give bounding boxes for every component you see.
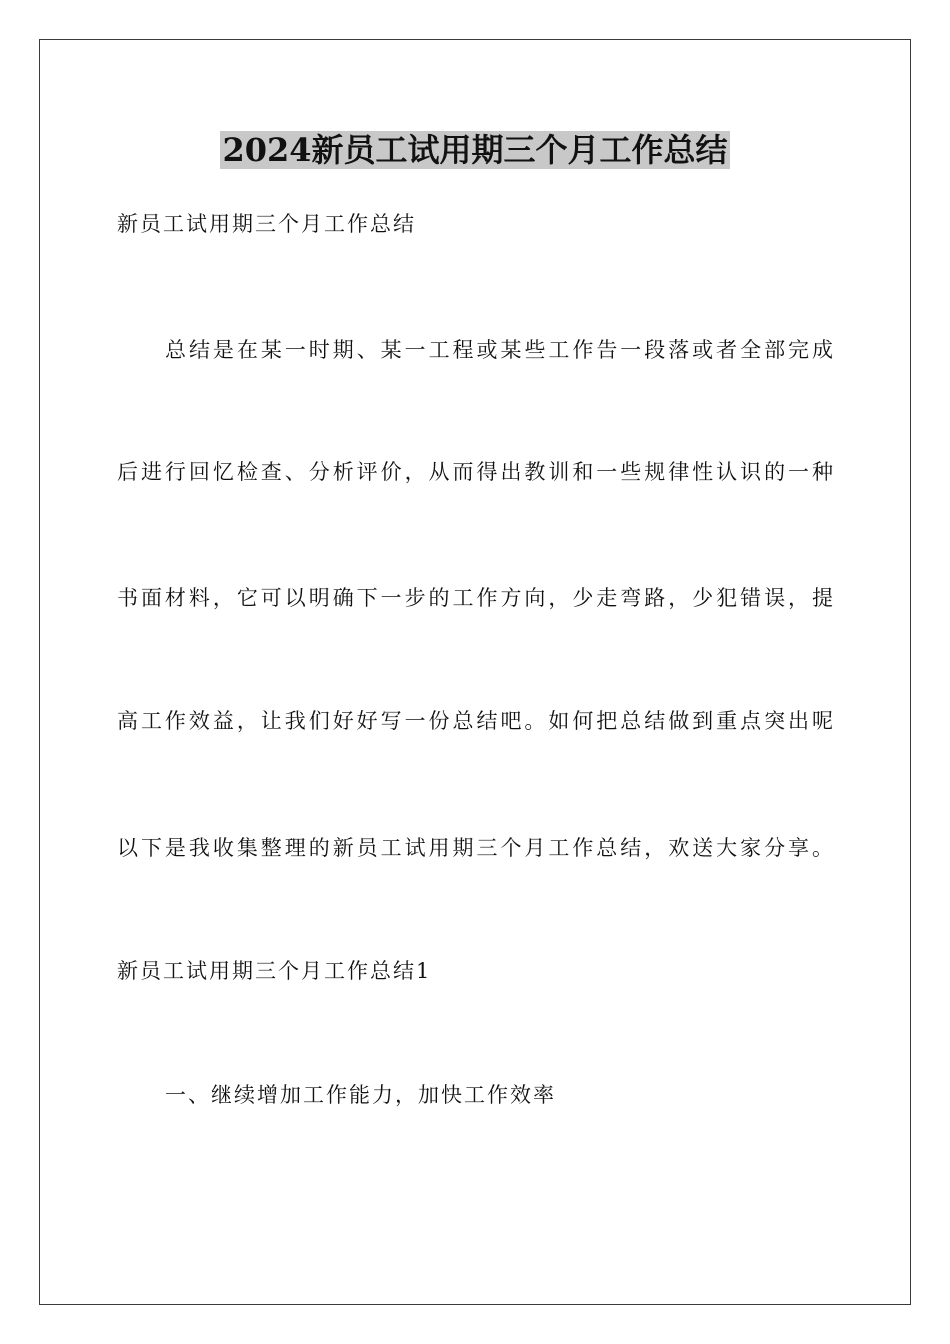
paragraph-line-2: 后进行回忆检查、分析评价，从而得出教训和一些规律性认识的一种 (117, 460, 833, 484)
paragraph-line-4: 高工作效益，让我们好好写一份总结吧。如何把总结做到重点突出呢 (117, 709, 833, 733)
paragraph-line-5: 以下是我收集整理的新员工试用期三个月工作总结，欢送大家分享。 (117, 836, 833, 860)
paragraph-line-3: 书面材料，它可以明确下一步的工作方向，少走弯路，少犯错误，提 (117, 586, 833, 610)
document-title-text: 2024新员工试用期三个月工作总结 (222, 131, 728, 169)
document-subtitle: 新员工试用期三个月工作总结 (117, 212, 416, 236)
section-item: 一、继续增加工作能力，加快工作效率 (165, 1083, 556, 1107)
document-title (0, 130, 950, 170)
section-heading: 新员工试用期三个月工作总结1 (117, 959, 432, 983)
paragraph-line-1: 总结是在某一时期、某一工程或某些工作告一段落或者全部完成 (165, 338, 833, 362)
